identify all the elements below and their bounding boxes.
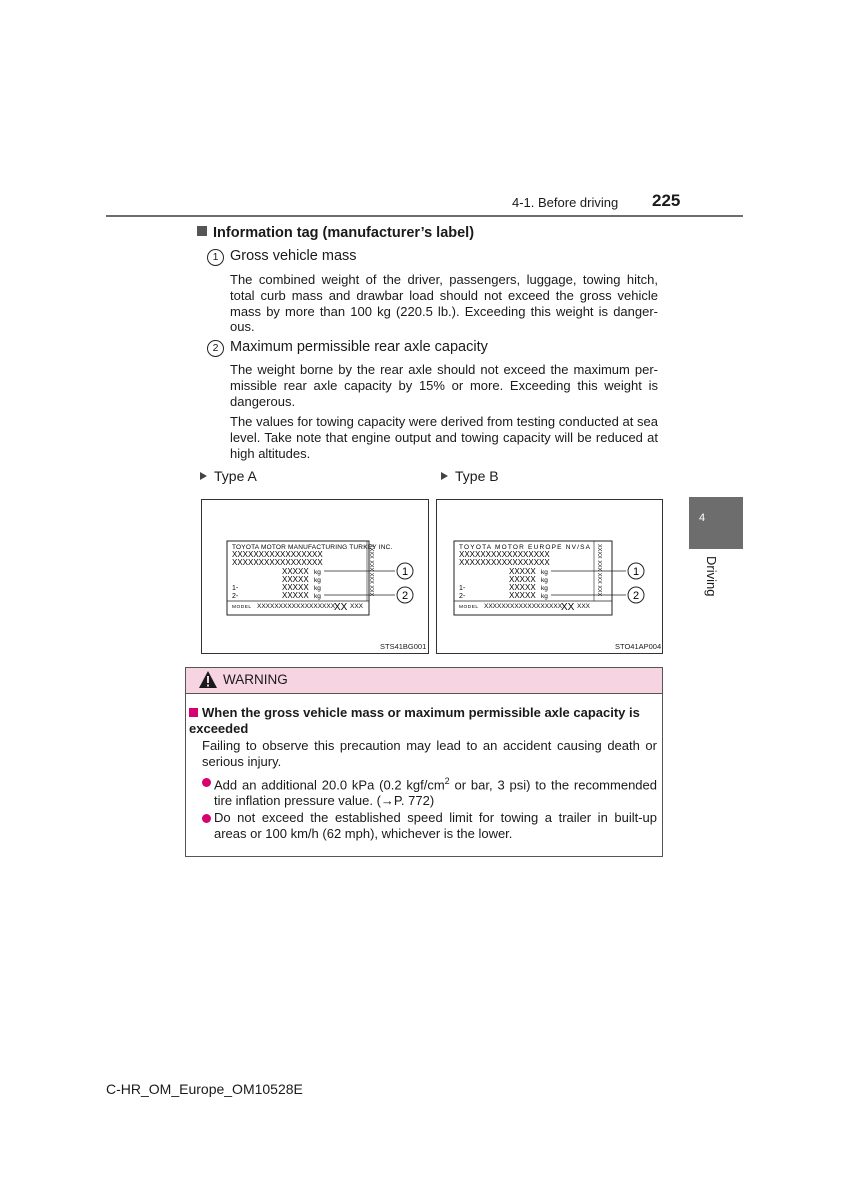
label-weight-2: XXXXX: [282, 575, 309, 584]
section-title: Information tag (manufacturer’s label): [213, 225, 475, 241]
warning-heading: When the gross vehicle mass or maximum permissible axle capacity is exceeded: [189, 705, 640, 736]
label-unit: kg: [541, 577, 548, 584]
warning-bullet-2: Do not exceed the established speed limit for towing a trailer in built-up areas or 100 km/h (62 mph), whichever is the lower.: [214, 810, 657, 841]
warning-intro: Failing to observe this precaution may lead to an accident causing death or serious injury.: [202, 738, 657, 769]
manufacturer-label-illustration: [202, 500, 428, 653]
bullet-dot-icon: [202, 778, 211, 787]
label-model-label: MODEL: [459, 605, 479, 610]
label-line-2: XXXXXXXXXXXXXXXXX: [459, 558, 550, 567]
chapter-tab[interactable]: [689, 497, 743, 549]
section-heading: [197, 225, 474, 241]
label-unit: kg: [541, 569, 548, 576]
figure-code: STO41AP004: [615, 642, 662, 651]
label-unit: kg: [314, 577, 321, 584]
label-axle-1-prefix: 1-: [459, 585, 466, 592]
bullet-dot-icon: [202, 814, 211, 823]
label-unit: kg: [541, 585, 548, 592]
label-weight-1: XXXXX: [509, 567, 536, 576]
label-model-xx: XX: [334, 602, 348, 613]
label-line-2: XXXXXXXXXXXXXXXXX: [232, 558, 323, 567]
label-weight-1: XXXXX: [282, 567, 309, 576]
figure-type-b: [436, 499, 663, 654]
type-b-label: Type B: [441, 468, 499, 484]
callout-2: 2: [401, 590, 409, 602]
type-a-label: Type A: [200, 468, 257, 484]
label-model-suffix: XXX: [350, 603, 364, 610]
item-paragraph: The weight borne by the rear axle should not exceed the maximum per-missible rear axle capacity by 15% or more. Exceeding this weight is dangerous.: [230, 362, 658, 409]
figure-code: STS41BG001: [380, 642, 427, 651]
label-model-value: XXXXXXXXXXXXXXXXXX: [484, 603, 563, 610]
callout-1: 1: [401, 566, 409, 578]
manufacturer-label-illustration: [437, 500, 662, 653]
label-weight-4: XXXXX: [509, 591, 536, 600]
arrow-right-icon: →: [380, 793, 394, 809]
document-code: C-HR_OM_Europe_OM10528E: [106, 1081, 303, 1097]
label-unit: kg: [541, 593, 548, 600]
label-line-1: XXXXXXXXXXXXXXXXX: [232, 550, 323, 559]
square-bullet-icon: [197, 226, 207, 236]
page-number: 225: [652, 191, 681, 210]
label-title: TOYOTA MOTOR EUROPE NV/SA: [459, 544, 592, 551]
figure-type-a: [201, 499, 429, 654]
item-number-badge: 1: [207, 249, 224, 266]
label-weight-4: XXXXX: [282, 591, 309, 600]
label-unit: kg: [314, 585, 321, 592]
label-model-value: XXXXXXXXXXXXXXXXXX: [257, 603, 336, 610]
square-bullet-icon: [189, 708, 198, 717]
label-weight-2: XXXXX: [509, 575, 536, 584]
label-model-label: MODEL: [232, 605, 252, 610]
warning-title: WARNING: [223, 672, 288, 687]
label-side-code: XXXX XXX XXX XXX: [368, 544, 374, 597]
chapter-label: Driving: [704, 556, 719, 597]
chapter-number: 4: [699, 512, 706, 524]
label-line-1: XXXXXXXXXXXXXXXXX: [459, 550, 550, 559]
label-axle-2-prefix: 2-: [232, 593, 239, 600]
item-title: Maximum permissible rear axle capacity: [230, 339, 488, 355]
item-number-badge: 2: [207, 340, 224, 357]
triangle-bullet-icon: [200, 472, 207, 480]
label-unit: kg: [314, 569, 321, 576]
item-paragraph: The values for towing capacity were derived from testing conducted at sea level. Take note that engine output and towing capacity will be reduced at high altitudes.: [230, 414, 658, 461]
label-model-suffix: XXX: [577, 603, 591, 610]
label-weight-3: XXXXX: [509, 583, 536, 592]
label-title: TOYOTA MOTOR MANUFACTURING TURKEY INC.: [232, 544, 393, 551]
item-paragraph: The combined weight of the driver, passengers, luggage, towing hitch, total curb mass and drawbar load should not exceed the gross vehicle mass by more than 100 kg (220.5 lb.). Exceeding this weight is danger-ous.: [230, 272, 658, 335]
item-title: Gross vehicle mass: [230, 248, 357, 264]
label-axle-1-prefix: 1-: [232, 585, 239, 592]
header-divider: [106, 215, 743, 217]
section-breadcrumb: 4-1. Before driving: [512, 195, 619, 210]
warning-triangle-icon: [198, 670, 218, 689]
callout-2: 2: [632, 590, 640, 602]
callout-1: 1: [632, 566, 640, 578]
label-model-xx: XX: [561, 602, 575, 613]
label-axle-2-prefix: 2-: [459, 593, 466, 600]
warning-bullet-1: Add an additional 20.0 kPa (0.2 kgf/$cm^2$ or bar, 3 psi) to the recommended tire inflation pressure value. (→P. 772): [214, 776, 657, 809]
label-weight-3: XXXXX: [282, 583, 309, 592]
label-side-code: XXXX XXX XXX XXX: [596, 544, 602, 597]
triangle-bullet-icon: [441, 472, 448, 480]
label-unit: kg: [314, 593, 321, 600]
